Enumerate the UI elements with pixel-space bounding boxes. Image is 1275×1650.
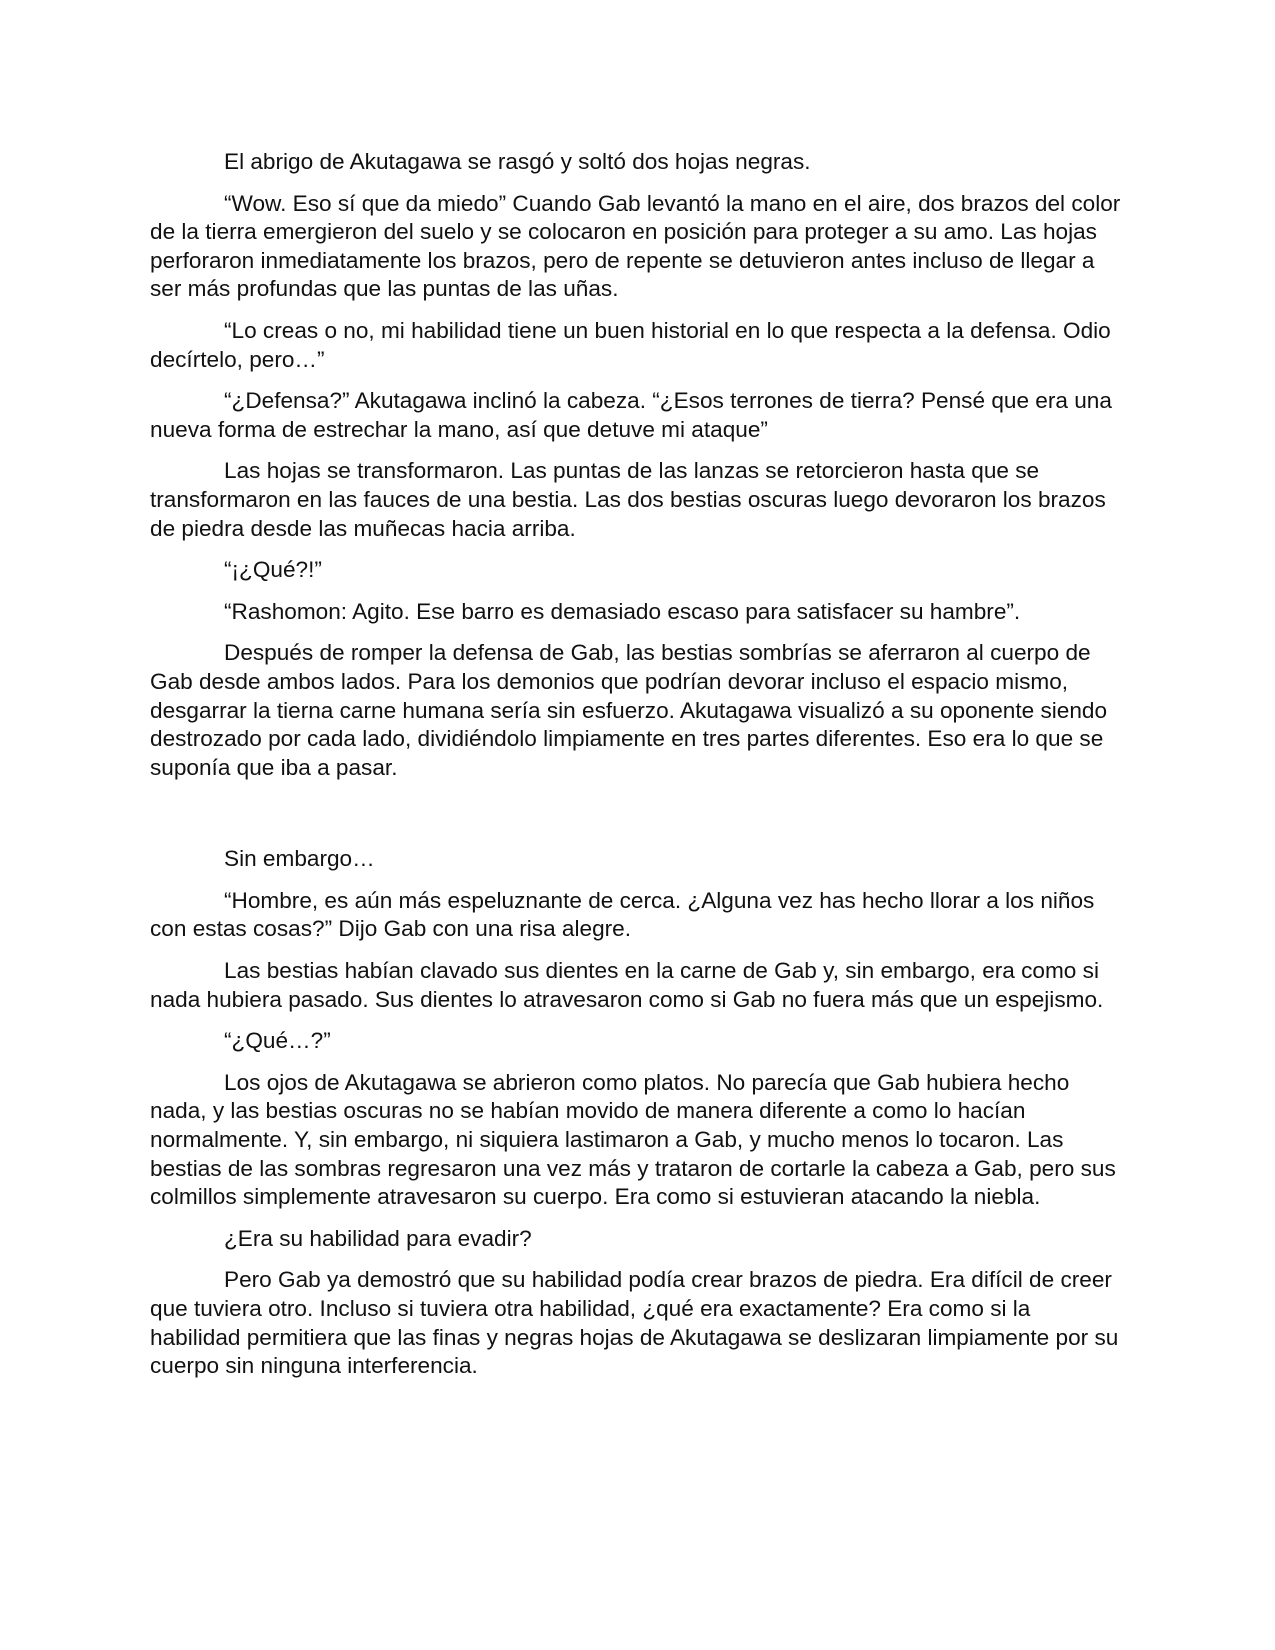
paragraph: El abrigo de Akutagawa se rasgó y soltó dos hojas negras. [224,149,811,174]
paragraph: ¿Era su habilidad para evadir? [224,1225,532,1251]
paragraph: Después de romper la defensa de Gab, las bestias sombrías se aferraron al cuerpo de Gab desde ambos lados. Para los demonios que podrían devorar incluso el espacio mismo, desgarrar la tierna carne humana sería sin esfuerzo. Akutagawa visualizó a su oponente siendo destrozado por cada lado, dividiéndolo limpiamente en tres partes diferentes. Eso era lo que se suponía que iba a pasar. [150,640,1108,780]
paragraph: “Lo creas o no, mi habilidad tiene un buen historial en lo que respecta a la defensa. Odio decírtelo, pero…” [150,317,1111,372]
paragraph: Pero Gab ya demostró que su habilidad podía crear brazos de piedra. Era difícil de creer que tuviera otro. Incluso si tuviera otra habilidad, ¿qué era exactamente? Era como si la habilidad permitiera que las finas y negras hojas de Akutagawa se deslizaran limpiamente por su cuerpo sin ninguna interferencia. [150,1267,1119,1379]
paragraph: Las hojas se transformaron. Las puntas de las lanzas se retorcieron hasta que se transformaron en las fauces de una bestia. Las dos bestias oscuras luego devoraron los brazos de piedra desde las muñecas hacia arriba. [150,458,1106,541]
paragraph: “Rashomon: Agito. Ese barro es demasiado escaso para satisfacer su hambre”. [224,598,1021,624]
paragraph: Los ojos de Akutagawa se abrieron como platos. No parecía que Gab hubiera hecho nada, y las bestias oscuras no se habían movido de manera diferente a como lo hacían normalmente. Y, sin embargo, ni siquiera lastimaron a Gab, y mucho menos lo tocaron. Las bestias de las sombras regresaron una vez más y trataron de cortarle la cabeza a Gab, pero sus colmillos simplemente atravesaron su cuerpo. Era como si estuvieran atacando la niebla. [150,1069,1116,1210]
document-page [150,148,1127,1394]
paragraph: “¿Defensa?” Akutagawa inclinó la cabeza. “¿Esos terrones de tierra? Pensé que era una nueva forma de estrechar la mano, así que detuve mi ataque” [150,388,1112,442]
paragraph: “Hombre, es aún más espeluznante de cerca. ¿Alguna vez has hecho llorar a los niños con estas cosas?” Dijo Gab con una risa alegre. [150,887,1095,942]
paragraph: Sin embargo… [224,846,375,872]
paragraph: Las bestias habían clavado sus dientes en la carne de Gab y, sin embargo, era como si nada hubiera pasado. Sus dientes lo atravesaron como si Gab no fuera más que un espejismo. [150,958,1104,1012]
section-gap [150,795,1127,845]
paragraph: “Wow. Eso sí que da miedo” Cuando Gab levantó la mano en el aire, dos brazos del color de la tierra emergieron del suelo y se colocaron en posición para proteger a su amo. Las hojas perforaron inmediatamente los brazos, pero de repente se detuvieron antes incluso de llegar a ser más profundas que las puntas de las uñas. [150,190,1121,302]
paragraph: “¿Qué…?” [224,1028,331,1054]
paragraph: “¡¿Qué?!” [224,557,322,583]
